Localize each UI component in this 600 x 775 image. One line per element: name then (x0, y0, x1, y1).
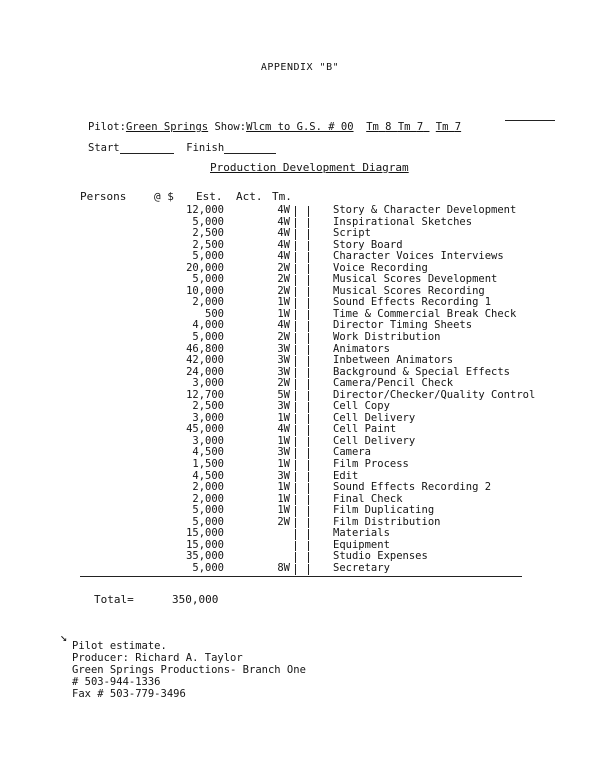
table-row (0, 471, 600, 483)
task-cell: Sound Effects Recording 2 (333, 481, 492, 494)
weeks-cell: 1W (277, 307, 290, 320)
task-cell: Final Check (333, 492, 403, 505)
est-cell: 4,500 (192, 446, 224, 459)
table-row (0, 563, 600, 575)
table-row (0, 228, 600, 240)
task-cell: Time & Commercial Break Check (333, 307, 517, 320)
start-finish-line (88, 142, 276, 154)
tm-bracket (294, 459, 310, 471)
table-row (0, 274, 600, 286)
table-row (0, 367, 600, 379)
est-cell: 42,000 (186, 354, 224, 367)
table-row (0, 528, 600, 540)
table-row (0, 344, 600, 356)
start-label: Start (88, 142, 120, 154)
tm-bracket (294, 274, 310, 286)
table-row (0, 205, 600, 217)
est-cell: 4,000 (192, 319, 224, 332)
table-row (0, 240, 600, 252)
est-cell: 20,000 (186, 261, 224, 274)
weeks-cell: 2W (277, 331, 290, 344)
est-cell: 46,800 (186, 342, 224, 355)
tm-bracket (294, 528, 310, 540)
table-row (0, 424, 600, 436)
weeks-cell: 2W (277, 377, 290, 390)
task-cell: Musical Scores Development (333, 273, 498, 286)
table-divider (80, 576, 522, 577)
task-cell: Background & Special Effects (333, 365, 511, 378)
weeks-cell: 8W (277, 561, 290, 574)
tm-bracket (294, 332, 310, 344)
tm-bracket (294, 367, 310, 379)
task-cell: Work Distribution (333, 331, 441, 344)
header-act: Act. (236, 190, 263, 203)
weeks-cell: 4W (277, 319, 290, 332)
tm-bracket (294, 401, 310, 413)
tm-bracket (294, 355, 310, 367)
est-cell: 15,000 (186, 527, 224, 540)
table-row (0, 309, 600, 321)
tm-bracket (294, 309, 310, 321)
footer-line: Green Springs Productions- Branch One (72, 664, 306, 676)
tm-bracket (294, 228, 310, 240)
table-row (0, 401, 600, 413)
tm-bracket (294, 297, 310, 309)
est-cell: 2,000 (192, 296, 224, 309)
weeks-cell: 3W (277, 446, 290, 459)
est-cell: 5,000 (192, 273, 224, 286)
est-cell: 3,000 (192, 434, 224, 447)
est-cell: 5,000 (192, 515, 224, 528)
weeks-cell: 4W (277, 238, 290, 251)
show-label: Show: (214, 121, 247, 133)
table-row (0, 459, 600, 471)
task-cell: Cell Paint (333, 423, 397, 436)
weeks-cell: 2W (277, 273, 290, 286)
est-cell: 35,000 (186, 550, 224, 563)
header-underline (505, 120, 555, 121)
est-cell: 2,500 (192, 238, 224, 251)
task-cell: Camera/Pencil Check (333, 377, 454, 390)
task-cell: Story & Character Development (333, 204, 517, 216)
table-row (0, 217, 600, 229)
production-table (0, 205, 600, 575)
task-cell: Script (333, 227, 371, 240)
footer-line: Fax # 503-779-3496 (72, 688, 186, 700)
table-row (0, 517, 600, 529)
weeks-cell: 4W (277, 227, 290, 240)
weeks-cell: 3W (277, 365, 290, 378)
table-row (0, 320, 600, 332)
task-cell: Film Duplicating (333, 504, 435, 517)
table-row (0, 263, 600, 275)
table-row (0, 251, 600, 263)
task-cell: Cell Copy (333, 400, 390, 413)
tm-bracket (294, 563, 310, 575)
tm-label-2: Tm (397, 121, 411, 133)
weeks-cell: 1W (277, 296, 290, 309)
est-cell: 5,000 (192, 331, 224, 344)
show-value: Wlcm to G.S. # 00 (246, 121, 354, 133)
est-cell: 5,000 (192, 215, 224, 228)
header-tm: Tm. (272, 190, 292, 203)
start-blank (120, 143, 174, 154)
tm-bracket (294, 540, 310, 552)
tm-bracket (294, 436, 310, 448)
task-cell: Camera (333, 446, 371, 459)
pilot-show-line (88, 121, 461, 133)
footer-line: Producer: Richard A. Taylor (72, 652, 243, 664)
est-cell: 12,700 (186, 388, 224, 401)
weeks-cell: 4W (277, 204, 290, 216)
table-row (0, 505, 600, 517)
table-row (0, 540, 600, 552)
task-cell: Film Process (333, 458, 409, 471)
est-cell: 12,000 (186, 204, 224, 216)
header-est: Est. (196, 190, 223, 203)
table-row (0, 447, 600, 459)
tm-bracket (294, 217, 310, 229)
task-cell: Character Voices Interviews (333, 250, 504, 263)
footer-block (72, 640, 306, 700)
table-row (0, 494, 600, 506)
finish-label: Finish (186, 142, 225, 154)
tm-bracket (294, 482, 310, 494)
task-cell: Film Distribution (333, 515, 441, 528)
tm-bracket (294, 320, 310, 332)
header-rate: @ $ (154, 190, 174, 203)
task-cell: Director/Checker/Quality Control (333, 388, 536, 401)
weeks-cell: 1W (277, 434, 290, 447)
tm-bracket (294, 240, 310, 252)
weeks-cell: 5W (277, 388, 290, 401)
est-cell: 4,500 (192, 469, 224, 482)
finish-blank (224, 143, 276, 154)
table-row (0, 390, 600, 402)
table-row (0, 436, 600, 448)
task-cell: Animators (333, 342, 390, 355)
tm-bracket (294, 263, 310, 275)
appendix-title: APPENDIX "B" (260, 62, 340, 73)
task-cell: Director Timing Sheets (333, 319, 473, 332)
weeks-cell: 1W (277, 492, 290, 505)
weeks-cell: 4W (277, 215, 290, 228)
tm-bracket (294, 424, 310, 436)
tm-bracket (294, 251, 310, 263)
task-cell: Studio Expenses (333, 550, 428, 563)
weeks-cell: 4W (277, 250, 290, 263)
weeks-cell: 1W (277, 411, 290, 424)
table-row (0, 286, 600, 298)
footer-line: Pilot estimate. (72, 640, 167, 652)
weeks-cell: 2W (277, 261, 290, 274)
est-cell: 2,000 (192, 492, 224, 505)
est-cell: 5,000 (192, 250, 224, 263)
pilot-value: Green Springs (125, 121, 209, 133)
table-row (0, 482, 600, 494)
tm-bracket (294, 447, 310, 459)
tm-bracket (294, 205, 310, 217)
weeks-cell: 1W (277, 458, 290, 471)
tm-value-3: 7 (454, 121, 462, 133)
header-persons: Persons (80, 190, 127, 203)
table-row (0, 413, 600, 425)
tm-bracket (294, 551, 310, 563)
task-cell: Story Board (333, 238, 403, 251)
est-cell: 1,500 (192, 458, 224, 471)
pilot-label: Pilot: (88, 121, 126, 133)
table-row (0, 551, 600, 563)
est-cell: 3,000 (192, 377, 224, 390)
task-cell: Musical Scores Recording (333, 284, 485, 297)
tm-bracket (294, 378, 310, 390)
est-cell: 15,000 (186, 538, 224, 551)
est-cell: 2,000 (192, 481, 224, 494)
task-cell: Edit (333, 469, 359, 482)
weeks-cell: 1W (277, 504, 290, 517)
est-cell: 2,500 (192, 227, 224, 240)
tm-bracket (294, 413, 310, 425)
diagram-title: Production Development Diagram (210, 161, 409, 174)
tm-bracket (294, 471, 310, 483)
tm-bracket (294, 494, 310, 506)
weeks-cell: 4W (277, 423, 290, 436)
est-cell: 5,000 (192, 561, 224, 574)
tm-bracket (294, 505, 310, 517)
weeks-cell: 3W (277, 354, 290, 367)
tm-label-3: Tm (435, 121, 449, 133)
est-cell: 5,000 (192, 504, 224, 517)
tm-bracket (294, 286, 310, 298)
footer-line: # 503-944-1336 (72, 676, 161, 688)
est-cell: 24,000 (186, 365, 224, 378)
est-cell: 2,500 (192, 400, 224, 413)
est-cell: 500 (205, 307, 224, 320)
est-cell: 3,000 (192, 411, 224, 424)
tm-bracket (294, 517, 310, 529)
weeks-cell: 1W (277, 481, 290, 494)
est-cell: 10,000 (186, 284, 224, 297)
tm-bracket (294, 390, 310, 402)
tm-value-2: 7 (416, 121, 424, 133)
arrow-icon: ↘ (60, 630, 68, 644)
tm-value-1: 8 (385, 121, 392, 133)
table-row (0, 332, 600, 344)
task-cell: Voice Recording (333, 261, 428, 274)
weeks-cell: 3W (277, 400, 290, 413)
total-label: Total= (94, 593, 134, 606)
weeks-cell: 3W (277, 469, 290, 482)
est-cell: 45,000 (186, 423, 224, 436)
task-cell: Inbetween Animators (333, 354, 454, 367)
tm-bracket (294, 344, 310, 356)
task-cell: Cell Delivery (333, 411, 416, 424)
task-cell: Sound Effects Recording 1 (333, 296, 492, 309)
task-cell: Equipment (333, 538, 390, 551)
task-cell: Materials (333, 527, 390, 540)
tm-label-1: Tm (366, 121, 379, 133)
task-cell: Cell Delivery (333, 434, 416, 447)
weeks-cell: 3W (277, 342, 290, 355)
task-cell: Inspirational Sketches (333, 215, 473, 228)
weeks-cell: 2W (277, 284, 290, 297)
total-value: 350,000 (172, 593, 219, 606)
task-cell: Secretary (333, 561, 390, 574)
weeks-cell: 2W (277, 515, 290, 528)
table-row (0, 355, 600, 367)
